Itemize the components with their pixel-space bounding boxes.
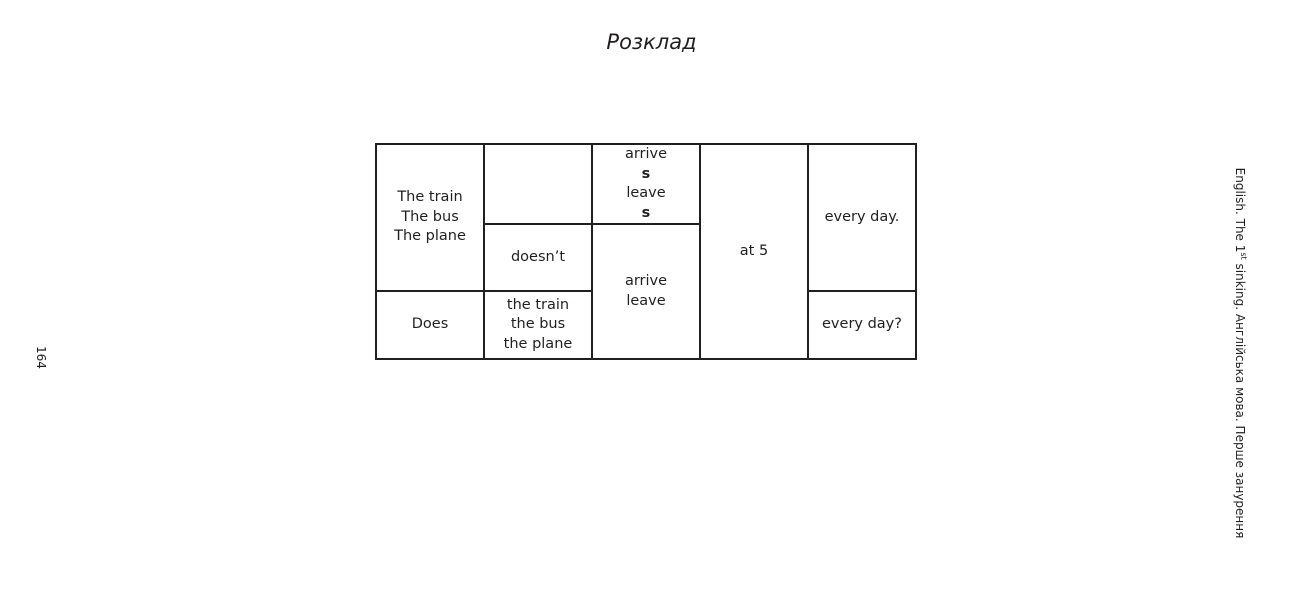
subjects-cell [376,144,484,291]
present-simple-table [375,143,917,360]
question-end-cell: every day? [808,291,916,359]
page-title: Розклад [606,30,697,54]
question-aux-cell: Does [376,291,484,359]
side-caption-suffix: sinking. Англійська мова. Перше занурення [1233,259,1247,539]
side-caption-superscript: st [1239,252,1248,260]
side-caption-prefix: English. The 1 [1233,167,1247,253]
side-caption [1231,163,1249,543]
verb-ending: s [641,204,651,221]
subject-bus: The bus [401,208,459,225]
negative-aux-cell: doesn’t [484,224,592,291]
empty-aux-cell [484,144,592,224]
verb-leave: leave [626,292,666,309]
question-subject-bus: the bus [510,316,566,333]
table-row [376,144,916,224]
verb-arrives [593,145,699,184]
verb-stem: leave [626,185,666,201]
statement-end-cell: every day. [808,144,916,291]
time-cell: at 5 [700,144,808,359]
question-subject-plane: the plane [503,335,573,352]
question-subject-train: the train [506,296,570,313]
question-subjects-cell [484,291,592,359]
verb-leaves [593,184,699,223]
verb-ending: s [641,165,651,182]
verbs-with-s-cell [592,144,700,224]
subject-plane: The plane [394,228,466,245]
subject-train: The train [397,189,463,206]
base-verbs-cell [592,224,700,359]
page-number: 164 [34,346,48,369]
verb-stem: arrive [624,146,668,162]
verb-arrive: arrive [624,273,668,289]
